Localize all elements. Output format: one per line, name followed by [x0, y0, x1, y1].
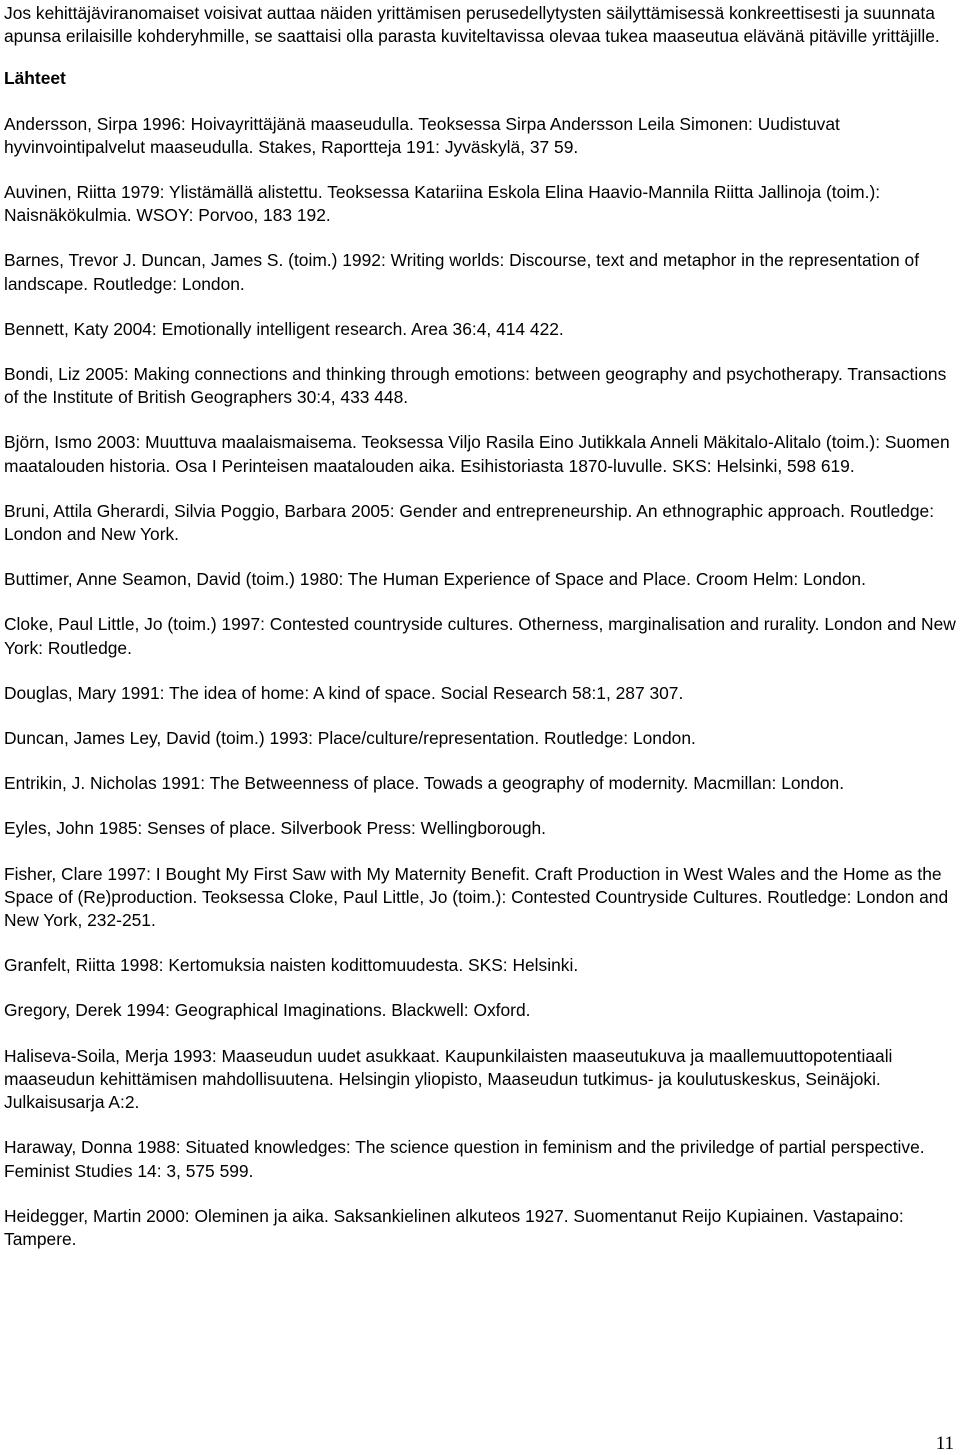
sources-heading: Lähteet: [4, 68, 66, 89]
reference-entry: Gregory, Derek 1994: Geographical Imaginations. Blackwell: Oxford.: [4, 1000, 531, 1021]
reference-entry: Douglas, Mary 1991: The idea of home: A kind of space. Social Research 58:1, 287 307.: [4, 682, 684, 703]
reference-entry: Haliseva-Soila, Merja 1993: Maaseudun uudet asukkaat. Kaupunkilaisten maaseutukuva ja maallemuuttopotentiaali maaseudun kehittämisen mahdollisuutena. Helsingin yliopisto, Maaseudun tutkimus- ja koulutuskeskus, Seinäjoki. Julkaisusarja A:2.: [4, 1045, 893, 1113]
reference-entry: Duncan, James Ley, David (toim.) 1993: Place/culture/representation. Routledge: London.: [4, 728, 696, 749]
reference-entry: Bruni, Attila Gherardi, Silvia Poggio, Barbara 2005: Gender and entrepreneurship. An ethnographic approach. Routledge: London and New York.: [4, 500, 935, 545]
reference-list: [4, 113, 956, 1252]
reference-entry: Auvinen, Riitta 1979: Ylistämällä alistettu. Teoksessa Katariina Eskola Elina Haavio-Mannila Riitta Jallinoja (toim.): Naisnäkökulmia. WSOY: Porvoo, 183 192.: [4, 182, 881, 226]
intro-paragraph: Jos kehittäjäviranomaiset voisivat auttaa näiden yrittämisen perusedellytysten säilyttämisessä konkreettisesti ja suunnata apunsa erilaisille kohderyhmille, se saattaisi olla parasta kuviteltavissa olevaa tukea maaseutua elävänä pitäville yrittäjille.: [4, 3, 940, 47]
document-page: [4, 2, 956, 1251]
page-number: 11: [935, 1433, 954, 1454]
reference-entry: Buttimer, Anne Seamon, David (toim.) 1980: The Human Experience of Space and Place. Croom Helm: London.: [4, 569, 866, 590]
reference-entry: Fisher, Clare 1997: I Bought My First Saw with My Maternity Benefit. Craft Production in West Wales and the Home as the Space of (Re)production. Teoksessa Cloke, Paul Little, Jo (toim.): Contested Countryside Cultures. Routledge: London and New York, 232-251.: [4, 863, 949, 931]
reference-entry: Bondi, Liz 2005: Making connections and thinking through emotions: between geography and psychotherapy. Transactions of the Institute of British Geographers 30:4, 433 448.: [4, 364, 947, 408]
reference-entry: Entrikin, J. Nicholas 1991: The Betweenness of place. Towads a geography of modernity. Macmillan: London.: [4, 773, 845, 794]
reference-entry: Bennett, Katy 2004: Emotionally intelligent research. Area 36:4, 414 422.: [4, 318, 564, 339]
reference-entry: Eyles, John 1985: Senses of place. Silverbook Press: Wellingborough.: [4, 818, 546, 839]
reference-entry: Björn, Ismo 2003: Muuttuva maalaismaisema. Teoksessa Viljo Rasila Eino Jutikkala Anneli Mäkitalo-Alitalo (toim.): Suomen maatalouden historia. Osa I Perinteisen maatalouden aika. Esihistoriasta 1870-luvulle. SKS: Helsinki, 598 619.: [4, 432, 950, 476]
reference-entry: Heidegger, Martin 2000: Oleminen ja aika. Saksankielinen alkuteos 1927. Suomentanut Reijo Kupiainen. Vastapaino: Tampere.: [4, 1205, 904, 1249]
reference-entry: Barnes, Trevor J. Duncan, James S. (toim.) 1992: Writing worlds: Discourse, text and metaphor in the representation of landscape. Routledge: London.: [4, 250, 920, 294]
reference-entry: Cloke, Paul Little, Jo (toim.) 1997: Contested countryside cultures. Otherness, marginalisation and rurality. London and New York: Routledge.: [4, 614, 956, 658]
reference-entry: Haraway, Donna 1988: Situated knowledges: The science question in feminism and the priviledge of partial perspective. Feminist Studies 14: 3, 575 599.: [4, 1137, 925, 1181]
reference-entry: Granfelt, Riitta 1998: Kertomuksia naisten kodittomuudesta. SKS: Helsinki.: [4, 955, 579, 976]
reference-entry: Andersson, Sirpa 1996: Hoivayrittäjänä maaseudulla. Teoksessa Sirpa Andersson Leila Simonen: Uudistuvat hyvinvointipalvelut maaseudulla. Stakes, Raportteja 191: Jyväskylä, 37 59.: [4, 113, 840, 157]
